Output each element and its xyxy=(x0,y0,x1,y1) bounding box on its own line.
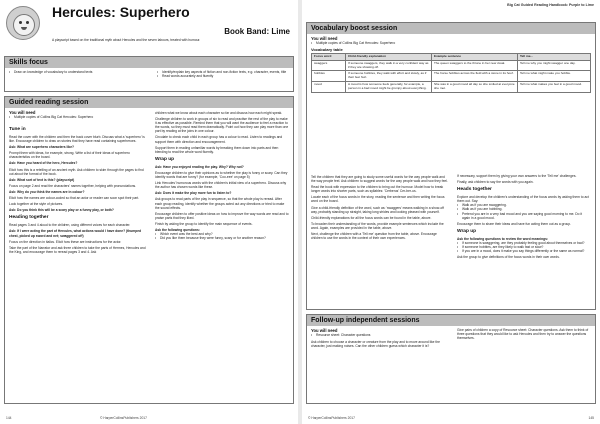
page-title: Hercules: Superhero xyxy=(52,4,190,20)
paragraph: Finish by asking the group to identify the main sequence of events. xyxy=(155,221,253,226)
bullet-text: Walk as if you are swaggering. xyxy=(462,203,507,208)
paragraph: Read the cover with the children and then the back cover blurb. Discuss what a 'superhero' is like. Encourage children to draw on stories that they have read containing superheroes. xyxy=(9,135,145,144)
paragraph: Prompt them with ideas, for example, strong. Write a list of their ideas of superhero characteristics on the board. xyxy=(9,151,130,160)
paragraph: Give a child-friendly definition of the word, such as: 'swaggers' means walking in a show-off way, probably standing up straight, taking long strides and looking pleased with yourself. xyxy=(311,205,444,214)
bullet-text: Pretend you are in a very bad mood and you are saying good morning to me. Do it again in a good mood. xyxy=(462,211,583,220)
col-header: Focus word xyxy=(312,54,346,61)
ask-prompt: Ask: Does it make the play more fun to listen to? xyxy=(155,191,232,196)
handbook-header: Big Cat Guided Reading Handbook: Purple to Lime xyxy=(507,3,594,7)
guided-heading: Guided reading session xyxy=(5,97,293,108)
section-subheading: Tune in xyxy=(9,127,26,132)
need-item: • Resource sheet: Character questions xyxy=(311,333,449,337)
vocab-column-1 xyxy=(311,173,449,240)
ask-prompt: Ask the following questions to review the word meanings: xyxy=(457,236,549,241)
paragraph: Link Hercules' humorous words with the children's initial view of a superhero. Discuss why the author has chosen words like these. xyxy=(155,181,287,190)
vocab-table-title: Vocabulary table xyxy=(311,47,343,53)
paragraph: Focus on page 2 and read the characters' names together, helping with pronunciations. xyxy=(9,183,137,188)
paragraph: Encourage them to share their ideas and have fun acting them out as a group. xyxy=(457,221,571,226)
guided-column-1 xyxy=(9,124,147,254)
bullet-text: If someone hobbles, are they likely to walk fast or slow? xyxy=(462,245,544,250)
ask-prompt: Ask: What sort of text is this? (playscript) xyxy=(9,177,75,182)
table-row xyxy=(312,71,591,82)
paragraph: Encourage children to give their opinions as to whether the play is funny or scary. Can they identify words that are funny? (for example, 'Coo-eee' on page 5) xyxy=(155,170,288,180)
paragraph: Encourage children to offer positive ideas on how to improve the way words are read and to praise parts that they liked. xyxy=(155,211,289,220)
paragraph: Elicit how the names are colour-coded so that an actor or reader can soon spot their part. xyxy=(9,196,140,201)
bullet-dot: • xyxy=(457,240,459,245)
follow-up-box xyxy=(306,314,596,404)
paragraph: Ask groups to read parts of the play in sequence, so that the whole play is reread. After each group reading, identify whether the groups acted out any directions or tried to make the sound effects. xyxy=(155,197,285,210)
guided-column-2 xyxy=(155,109,289,240)
skills-heading: Skills focus xyxy=(5,57,293,68)
paragraph: Circulate to check each child in each group has a colour to read. Listen to readings and support them with direction and encouragement. xyxy=(155,135,283,144)
bullet-dot: • xyxy=(457,203,459,208)
bullet-item xyxy=(457,212,591,220)
paragraph: Explore and develop the children's understanding of the focus words by asking them to act them out. Say: xyxy=(457,195,589,204)
col-header: Example sentence xyxy=(432,54,518,61)
guided-reading-box xyxy=(4,96,294,404)
bullet-dot: • xyxy=(457,211,459,216)
paragraph: To broaden their understanding of the words, provide example sentences which include the word. Again, examples are provided in the table, above. xyxy=(311,221,444,230)
page-number-right: 145 xyxy=(588,416,594,420)
copyright-right: © HarperCollinsPublishers 2017 xyxy=(308,416,355,420)
skills-focus-box xyxy=(4,56,294,92)
paragraph: Locate each of the focus words in the story, reading the sentence and then writing the focus word on the board. xyxy=(311,195,445,204)
paragraph: Support them in reading unfamiliar words by breaking them down into parts and then blending to read the whole word fluently. xyxy=(155,145,279,154)
table-cell: A mood is how someone feels generally, for example, a person in a bad mood might be grumpy about everything. xyxy=(346,82,432,93)
table-cell: hobbles xyxy=(312,71,346,82)
vocab-table xyxy=(311,53,591,93)
ask-prompt: Ask the following questions: xyxy=(155,227,200,232)
you-will-need: You will need xyxy=(311,36,338,41)
page-number-left: 144 xyxy=(6,416,12,420)
table-cell: mood xyxy=(312,82,346,93)
skill-item: • Read words accurately and fluently xyxy=(157,74,289,78)
paragraph: Next, challenge the children with a 'Tell me' question from the table, above. Encourage children to use the words in the context of their own experiences. xyxy=(311,232,437,241)
ask-prompt: Ask: Why do you think the names are in colour? xyxy=(9,189,85,194)
bullet-item xyxy=(155,236,289,240)
bullet-item xyxy=(457,249,591,253)
right-page xyxy=(302,0,600,424)
ask-prompt: Ask: Do you think this will be a scary play or a funny play, or both? xyxy=(9,208,114,213)
vocab-heading: Vocabulary boost session xyxy=(307,23,595,34)
paragraph: Finally, ask children to say the words with you again. xyxy=(457,180,534,185)
section-subheading: Heading together xyxy=(9,215,49,221)
bullet-text: Walk as if you are hobbling. xyxy=(462,207,503,212)
follow-text-1: Ask children to choose a character or creature from the play and to move around like the character, just making noises. Can the other children guess which character it is? xyxy=(311,340,441,349)
you-will-need: You will need xyxy=(311,328,338,333)
bullet-dot: • xyxy=(457,207,459,212)
paragraph: If necessary, support them by giving your own answers to the 'Tell me' challenges. xyxy=(457,174,577,178)
skill-item: • Identify/explain key aspects of fiction and non-fiction texts, e.g. character, events, title xyxy=(157,70,289,74)
paragraph: Elicit how this is a retelling of an ancient myth. Ask children to skim through the pages to find out about the format of the book. xyxy=(9,167,144,176)
paragraph: Tell the children that they are going to study some useful words for the way people walk and the way people feel. Ask children to suggest words for the way people walk and how they feel. xyxy=(311,175,448,184)
table-cell: If someone swaggers, they walk in a very confident way as if they are showing off. xyxy=(346,60,432,71)
paragraph: Child-friendly explanations for all the focus words can be found in the table, above. xyxy=(311,215,432,220)
paragraph: Read pages 3 and 4 aloud to the children, using different voices for each character. xyxy=(9,223,131,228)
paragraph: Look together at the style of pictures. xyxy=(9,202,64,207)
table-row xyxy=(312,60,591,71)
table-cell: swaggers xyxy=(312,60,346,71)
table-cell: The queen swaggers to the throne in her new cloak. xyxy=(432,60,518,71)
paragraph: Challenge children to work in groups of six to read and practise the rest of the play to make it as effective as possible. Remind them that you will want the audience to feel a reaction to the words, so they must read them dramatically. Point out how they can play more than one part by reading at the joins in one colour. xyxy=(155,117,289,134)
col-header: Child-friendly explanation xyxy=(346,54,432,61)
ask-prompt: Ask: Have you heard of the hero, Hercules? xyxy=(9,161,78,166)
intro-text: A playscript based on the traditional myth about Hercules and the seven labours, treated with humour. xyxy=(52,38,201,42)
bullet-text: Which event was the best and why? xyxy=(160,232,213,237)
copyright-left: © HarperCollinsPublishers 2017 xyxy=(100,416,147,420)
paragraph: Read the book with expression to the children to bring out the humour. Model how to break longer words into shorter parts, such as syllables: 'Cerberus' Cer-ber-us. xyxy=(311,185,444,194)
ask-prompt: Ask: What are superhero characters like? xyxy=(9,145,75,150)
ask-prompt: Ask: Have you enjoyed reading the play. Why? Why not? xyxy=(155,164,244,169)
section-subheading: Wrap up xyxy=(457,228,477,234)
bullet-dot: • xyxy=(457,249,459,254)
paragraph: Take the part of the Narrator and ask three children to take the parts of Hermes, Hercules and the King, and encourage them to reread pages 3 and 4. Ask xyxy=(9,245,146,254)
paragraph: Focus on the direction in italics. Elicit how these are instructions for the actor. xyxy=(9,239,122,244)
skill-item: • Draw on knowledge of vocabulary to understand texts xyxy=(9,70,149,74)
table-cell: Tell me why you might swagger one day. xyxy=(518,60,591,71)
left-page xyxy=(0,0,298,424)
paragraph: Ask the group to give definitions of the focus words in their own words. xyxy=(457,255,560,260)
bullet-text: Did you like them because they were funny, scary or for another reason? xyxy=(160,236,266,241)
bullet-dot: • xyxy=(155,232,157,237)
section-subheading: Heads together xyxy=(457,187,492,193)
vocab-column-2 xyxy=(457,172,591,259)
book-band: Book Band: Lime xyxy=(224,27,290,36)
col-header: Tell me... xyxy=(518,54,591,61)
table-cell: If someone hobbles, they walk with effort and slowly, as if their feet hurt. xyxy=(346,71,432,82)
bullet-text: If someone is swaggering, are they probably feeling good about themselves or bad? xyxy=(462,240,585,245)
bullet-text: If you are in a mood, does it make you say things differently or the same as normal? xyxy=(462,249,585,254)
vocab-boost-box xyxy=(306,22,596,310)
table-cell: Tell me what might make you hobble. xyxy=(518,71,591,82)
follow-heading: Follow-up independent sessions xyxy=(307,315,595,326)
bullet-dot: • xyxy=(457,245,459,250)
need-item: • Multiple copies of Collins Big Cat Hercules: Superhero xyxy=(311,41,591,45)
section-subheading: Wrap up xyxy=(155,156,175,162)
lion-illustration xyxy=(6,6,40,40)
paragraph: children what we know about each character so far and discuss how each might speak. xyxy=(155,111,283,115)
table-cell: Tell me what makes you feel in a good mood. xyxy=(518,82,591,93)
need-item: • Multiple copies of Collins Big Cat Hercules: Superhero xyxy=(9,115,147,119)
follow-text-2: Give pairs of children a copy of Resource sheet: Character questions. Ask them to think of three questions that they would like to ask Hercules and then try to answer the questions themselves. xyxy=(457,328,589,341)
table-row xyxy=(312,82,591,93)
table-cell: The horse hobbles across the field with a stone in its hoof. xyxy=(432,71,518,82)
table-cell: She was in a good mood all day so she smiled at everyone she met. xyxy=(432,82,518,93)
ask-prompt: Ask: If I were acting the part of Hercules, what actions would I have done? (thumped chest, picked up sword and net; swaggered off) xyxy=(9,229,142,238)
bullet-dot: • xyxy=(155,236,157,241)
you-will-need: You will need xyxy=(9,110,36,115)
